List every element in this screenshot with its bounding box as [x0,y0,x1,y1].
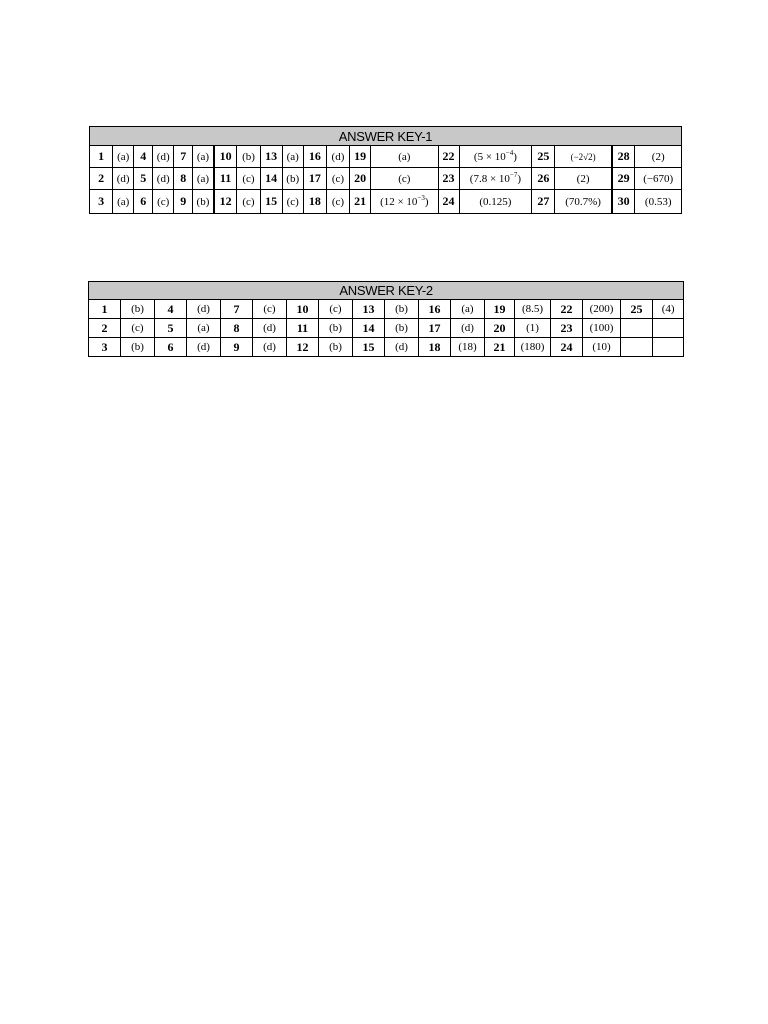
question-number: 29 [612,168,635,190]
answer-cell: (4) [653,300,684,319]
question-number: 24 [551,338,583,357]
question-number: 8 [174,168,193,190]
answer-cell: (a) [113,146,134,168]
answer-cell: (a) [371,146,438,168]
answer-text: (12 × 10 [380,195,418,208]
answer-cell: (d) [253,319,287,338]
answer-cell: (c) [282,190,303,214]
question-number: 18 [303,190,326,214]
question-number: 10 [214,146,237,168]
answer-cell: (d) [113,168,134,190]
answer-cell: (b) [121,338,155,357]
question-number: 14 [260,168,282,190]
table-row [89,338,684,357]
answer-cell: (b) [319,319,353,338]
question-number: 19 [350,146,371,168]
question-number: 21 [350,190,371,214]
table-row [90,190,682,214]
question-number: 13 [260,146,282,168]
exponent: −3 [417,193,425,202]
answer-cell: (0.53) [635,190,682,214]
answer-cell: (d) [451,319,485,338]
answer-cell: (10) [583,338,621,357]
question-number: 9 [174,190,193,214]
answer-cell: (d) [153,146,174,168]
question-number: 2 [90,168,113,190]
answer-cell: (a) [193,168,214,190]
question-number: 10 [287,300,319,319]
question-number: 23 [438,168,459,190]
question-number: 11 [214,168,237,190]
answer-cell: (d) [153,168,174,190]
question-number: 6 [155,338,187,357]
question-number: 4 [155,300,187,319]
question-number: 12 [214,190,237,214]
question-number: 23 [551,319,583,338]
answer-cell: (b) [319,338,353,357]
answer-cell [459,168,532,190]
answer-cell [459,146,532,168]
answer-cell: (2) [555,168,612,190]
question-number: 26 [532,168,555,190]
table-row [90,146,682,168]
answer-cell: (a) [451,300,485,319]
question-number: 24 [438,190,459,214]
answer-cell: (a) [193,146,214,168]
table-row [89,300,684,319]
question-number: 16 [419,300,451,319]
answer-cell: (1) [515,319,551,338]
question-number: 20 [485,319,515,338]
question-number: 20 [350,168,371,190]
question-number: 11 [287,319,319,338]
answer-cell: (c) [326,168,349,190]
question-number: 7 [174,146,193,168]
answer-cell: (200) [583,300,621,319]
question-number: 25 [621,300,653,319]
answer-cell: (d) [187,300,221,319]
table-row [90,168,682,190]
answer-cell: (b) [385,319,419,338]
question-number: 19 [485,300,515,319]
answer-cell: (a) [113,190,134,214]
empty-cell [621,338,653,357]
question-number: 14 [353,319,385,338]
question-number: 15 [260,190,282,214]
question-number: 21 [485,338,515,357]
empty-cell [653,319,684,338]
question-number: 9 [221,338,253,357]
answer-cell: (b) [121,300,155,319]
answer-cell: (d) [187,338,221,357]
question-number: 28 [612,146,635,168]
table-row [89,319,684,338]
question-number: 17 [303,168,326,190]
question-number: 15 [353,338,385,357]
question-number: 2 [89,319,121,338]
answer-cell: (a) [187,319,221,338]
answer-cell: (c) [153,190,174,214]
answer-cell: (c) [319,300,353,319]
question-number: 3 [90,190,113,214]
question-number: 1 [90,146,113,168]
answer-text: (5 × 10 [473,150,506,163]
answer-cell: (0.125) [459,190,532,214]
question-number: 17 [419,319,451,338]
question-number: 27 [532,190,555,214]
answer-cell: (−2√2) [555,146,612,168]
answer-cell: (c) [253,300,287,319]
answer-key-2-table [88,281,684,357]
question-number: 30 [612,190,635,214]
question-number: 4 [134,146,153,168]
answer-cell: (a) [282,146,303,168]
answer-cell: (8.5) [515,300,551,319]
answer-cell: (d) [253,338,287,357]
answer-cell: (70.7%) [555,190,612,214]
answer-cell: (2) [635,146,682,168]
exponent: −4 [505,148,514,157]
answer-tail: ) [513,150,517,163]
question-number: 7 [221,300,253,319]
answer-cell: (c) [326,190,349,214]
question-number: 22 [551,300,583,319]
question-number: 16 [303,146,326,168]
question-number: 12 [287,338,319,357]
question-number: 13 [353,300,385,319]
answer-key-1-title: ANSWER KEY-1 [90,127,682,146]
answer-key-2-title: ANSWER KEY-2 [89,282,684,300]
answer-cell: (b) [385,300,419,319]
answer-cell: (b) [193,190,214,214]
empty-cell [653,338,684,357]
answer-key-1-table [89,126,682,214]
answer-cell: (180) [515,338,551,357]
exponent: −7 [509,170,518,179]
answer-cell: (c) [121,319,155,338]
question-number: 3 [89,338,121,357]
empty-cell [621,319,653,338]
answer-cell [371,190,438,214]
answer-cell: (c) [237,168,260,190]
answer-cell: (18) [451,338,485,357]
answer-cell: (d) [326,146,349,168]
answer-tail: ) [517,172,522,185]
question-number: 6 [134,190,153,214]
answer-cell: (d) [385,338,419,357]
question-number: 18 [419,338,451,357]
answer-tail: ) [424,195,429,208]
answer-cell: (b) [237,146,260,168]
question-number: 8 [221,319,253,338]
question-number: 5 [155,319,187,338]
question-number: 5 [134,168,153,190]
question-number: 22 [438,146,459,168]
answer-text: (7.8 × 10 [469,172,510,185]
answer-cell: (−670) [635,168,682,190]
answer-cell: (b) [282,168,303,190]
question-number: 25 [532,146,555,168]
answer-cell: (100) [583,319,621,338]
answer-cell: (c) [237,190,260,214]
question-number: 1 [89,300,121,319]
answer-cell: (c) [371,168,438,190]
